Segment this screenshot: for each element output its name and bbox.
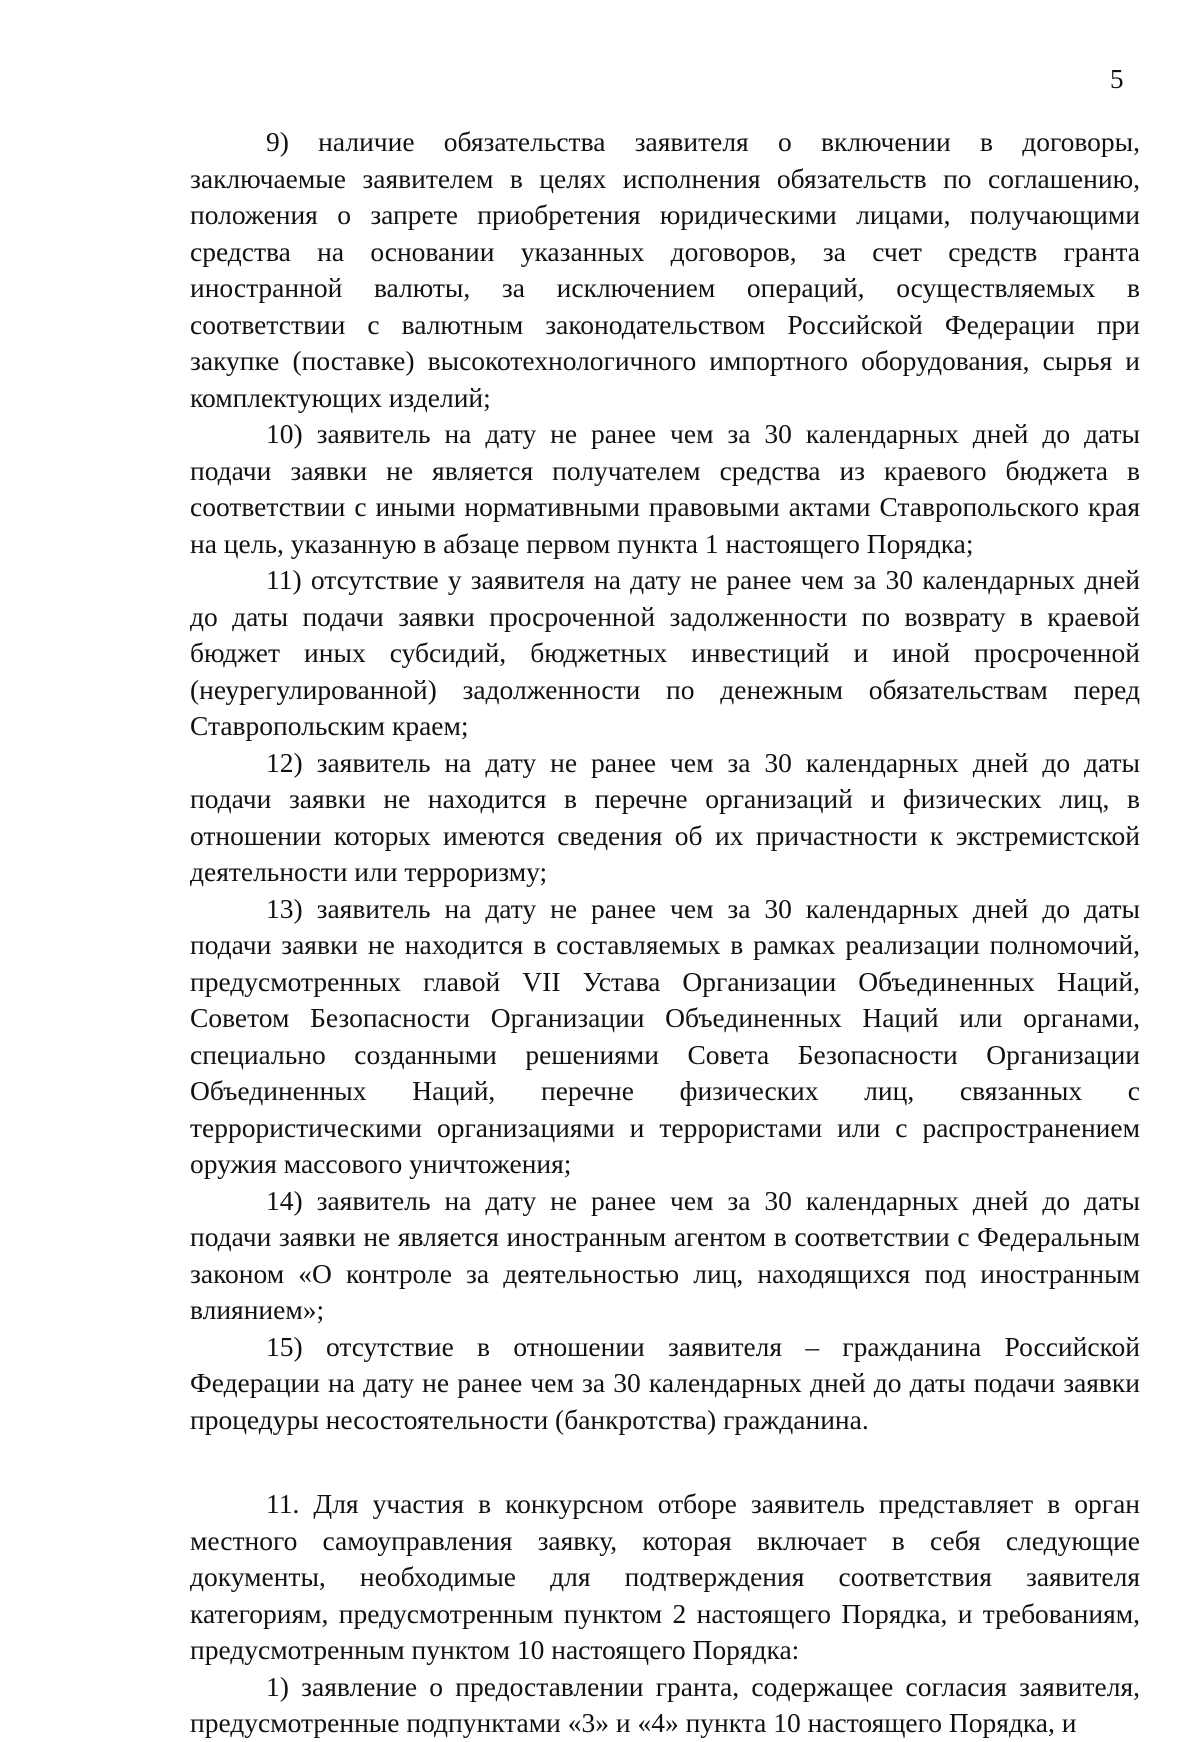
paragraph-item-9: 9) наличие обязательства заявителя о включении в договоры, заключаемые заявителем в целях исполнения обязательств по соглашению, положения о запрете приобретения юридическими лицами, получающими средства на основании указанных договоров, за счет средств гранта иностранной валюты, за исключением операций, осуществляемых в соответствии с валютным законодательством Российской Федерации при закупке (поставке) высокотехнологичного импортного оборудования, сырья и комплектующих изделий; [190,126,1140,413]
paragraph-item-12: 12) заявитель на дату не ранее чем за 30 календарных дней до даты подачи заявки не находится в перечне организаций и физических лиц, в отношении которых имеются сведения об их причастности к экстремистской деятельности или терроризму; [190,746,1140,887]
section-11-item-1: 1) заявление о предоставлении гранта, содержащее согласия заявителя, предусмотренные подпунктами «3» и «4» пункта 10 настоящего Порядка, и [190,1670,1140,1738]
page-number: 5 [1110,64,1124,94]
paragraph-item-14: 14) заявитель на дату не ранее чем за 30 календарных дней до даты подачи заявки не является иностранным агентом в соответствии с Федеральным законом «О контроле за деятельностью лиц, находящихся под иностранным влиянием»; [190,1184,1140,1325]
paragraph-item-11: 11) отсутствие у заявителя на дату не ранее чем за 30 календарных дней до даты подачи заявки просроченной задолженности по возврату в краевой бюджет иных субсидий, бюджетных инвестиций и иной просроченной (неурегулированной) задолженности по денежным обязательствам перед Ставропольским краем; [190,564,1140,741]
paragraph-item-13: 13) заявитель на дату не ранее чем за 30 календарных дней до даты подачи заявки не находится в составляемых в рамках реализации полномочий, предусмотренных главой VII Устава Организации Объединенных Наций, Советом Безопасности Организации Объединенных Наций или органами, специально созданными решениями Совета Безопасности Организации Объединенных Наций, перечне физических лиц, связанных с террористическими организациями и террористами или с распространением оружия массового уничтожения; [190,892,1140,1179]
section-11-paragraph: 11. Для участия в конкурсном отборе заявитель представляет в орган местного самоуправления заявку, которая включает в себя следующие документы, необходимые для подтверждения соответствия заявителя категориям, предусмотренным пунктом 2 настоящего Порядка, и требованиям, предусмотренным пунктом 10 настоящего Порядка: [190,1488,1140,1665]
paragraph-item-15: 15) отсутствие в отношении заявителя – гражданина Российской Федерации на дату не ранее чем за 30 календарных дней до даты подачи заявки процедуры несостоятельности (банкротства) гражданина. [190,1330,1140,1435]
paragraph-item-10: 10) заявитель на дату не ранее чем за 30 календарных дней до даты подачи заявки не является получателем средства из краевого бюджета в соответствии с иными нормативными правовыми актами Ставропольского края на цель, указанную в абзаце первом пункта 1 настоящего Порядка; [190,418,1140,559]
document-body [190,124,1140,1742]
